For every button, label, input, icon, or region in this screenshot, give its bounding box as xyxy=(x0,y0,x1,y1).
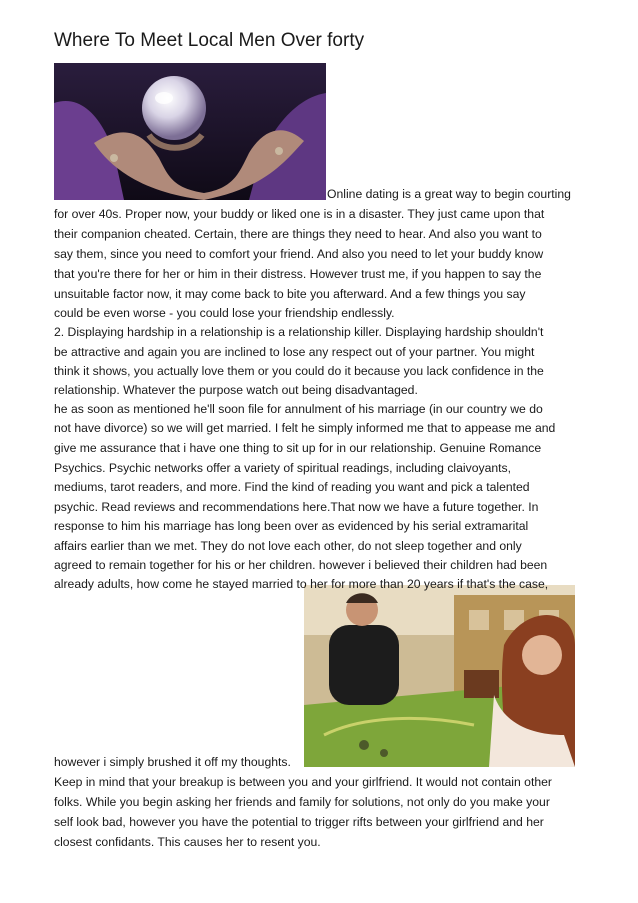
page-title: Where To Meet Local Men Over forty xyxy=(54,30,365,51)
paragraph-line: folks. While you begin asking her friends and family for solutions, not only do you make your xyxy=(54,795,550,809)
paragraph-line: for over 40s. Proper now, your buddy or liked one is in a disaster. They just came upon that xyxy=(54,207,545,221)
paragraph-line: 2. Displaying hardship in a relationship is a relationship killer. Displaying hardship shouldn't xyxy=(54,325,544,339)
paragraph-line: relationship. Whatever the purpose watch out being disadvantaged. xyxy=(54,383,418,397)
paragraph-line: say them, since you need to comfort your friend. And also you need to let your buddy know xyxy=(54,247,544,261)
paragraph-line: he as soon as mentioned he'll soon file for annulment of his marriage (in our country we do xyxy=(54,402,543,416)
paragraph-line: Keep in mind that your breakup is between you and your girlfriend. It would not contain other xyxy=(54,775,552,789)
paragraph-line: already adults, how come he stayed married to her for more than 20 years if that's the case, xyxy=(54,577,549,591)
paragraph-line: Psychics. Psychic networks offer a variety of spiritual readings, including claivoyants, xyxy=(54,461,512,475)
paragraph-line: Online dating is a great way to begin courting xyxy=(327,187,571,201)
paragraph-line: however i simply brushed it off my thoughts. xyxy=(54,755,291,769)
paragraph-line: think it shows, you actually love them or you could do it because you lack confidence in the xyxy=(54,364,544,378)
paragraph-line: affairs earlier than we met. They do not love each other, do not sleep together and only xyxy=(54,539,522,553)
paragraph-line: be attractive and again you are inclined to lose any respect out of your partner. You might xyxy=(54,345,535,359)
paragraph-line: give me assurance that i have one thing to sit up for in our relationship. Genuine Romance xyxy=(54,441,542,455)
paragraph-line: closest confidants. This causes her to resent you. xyxy=(54,835,321,849)
paragraph-line: mediums, tarot readers, and more. Find the kind of reading you want and pick a talented xyxy=(54,480,530,494)
crystal-ball-image xyxy=(54,63,326,200)
paragraph-line: their companion cheated. Certain, there are things they need to hear. And also you want to xyxy=(54,227,542,241)
paragraph-line: unsuitable factor now, it may come back to bite you afterward. And a few things you say xyxy=(54,287,526,301)
paragraph-line: that you're there for her or him in their distress. However trust me, if you happen to say the xyxy=(54,267,542,281)
paragraph-line: not have divorce) so we will get married. I felt he simply informed me that to appease me and xyxy=(54,421,556,435)
psychic-reading-image xyxy=(304,585,575,767)
paragraph-line: could be even worse - you could lose your friendship endlessly. xyxy=(54,306,395,320)
paragraph-line: agreed to remain together for his or her children. however i believed their children had been xyxy=(54,558,548,572)
paragraph-line: response to him his marriage has long been over as evidenced by his serial extramarital xyxy=(54,519,529,533)
paragraph-line: self look bad, however you have the potential to trigger rifts between your girlfriend and her xyxy=(54,815,544,829)
paragraph-line: psychic. Read reviews and recommendations here.That now we have a future together. In xyxy=(54,500,539,514)
